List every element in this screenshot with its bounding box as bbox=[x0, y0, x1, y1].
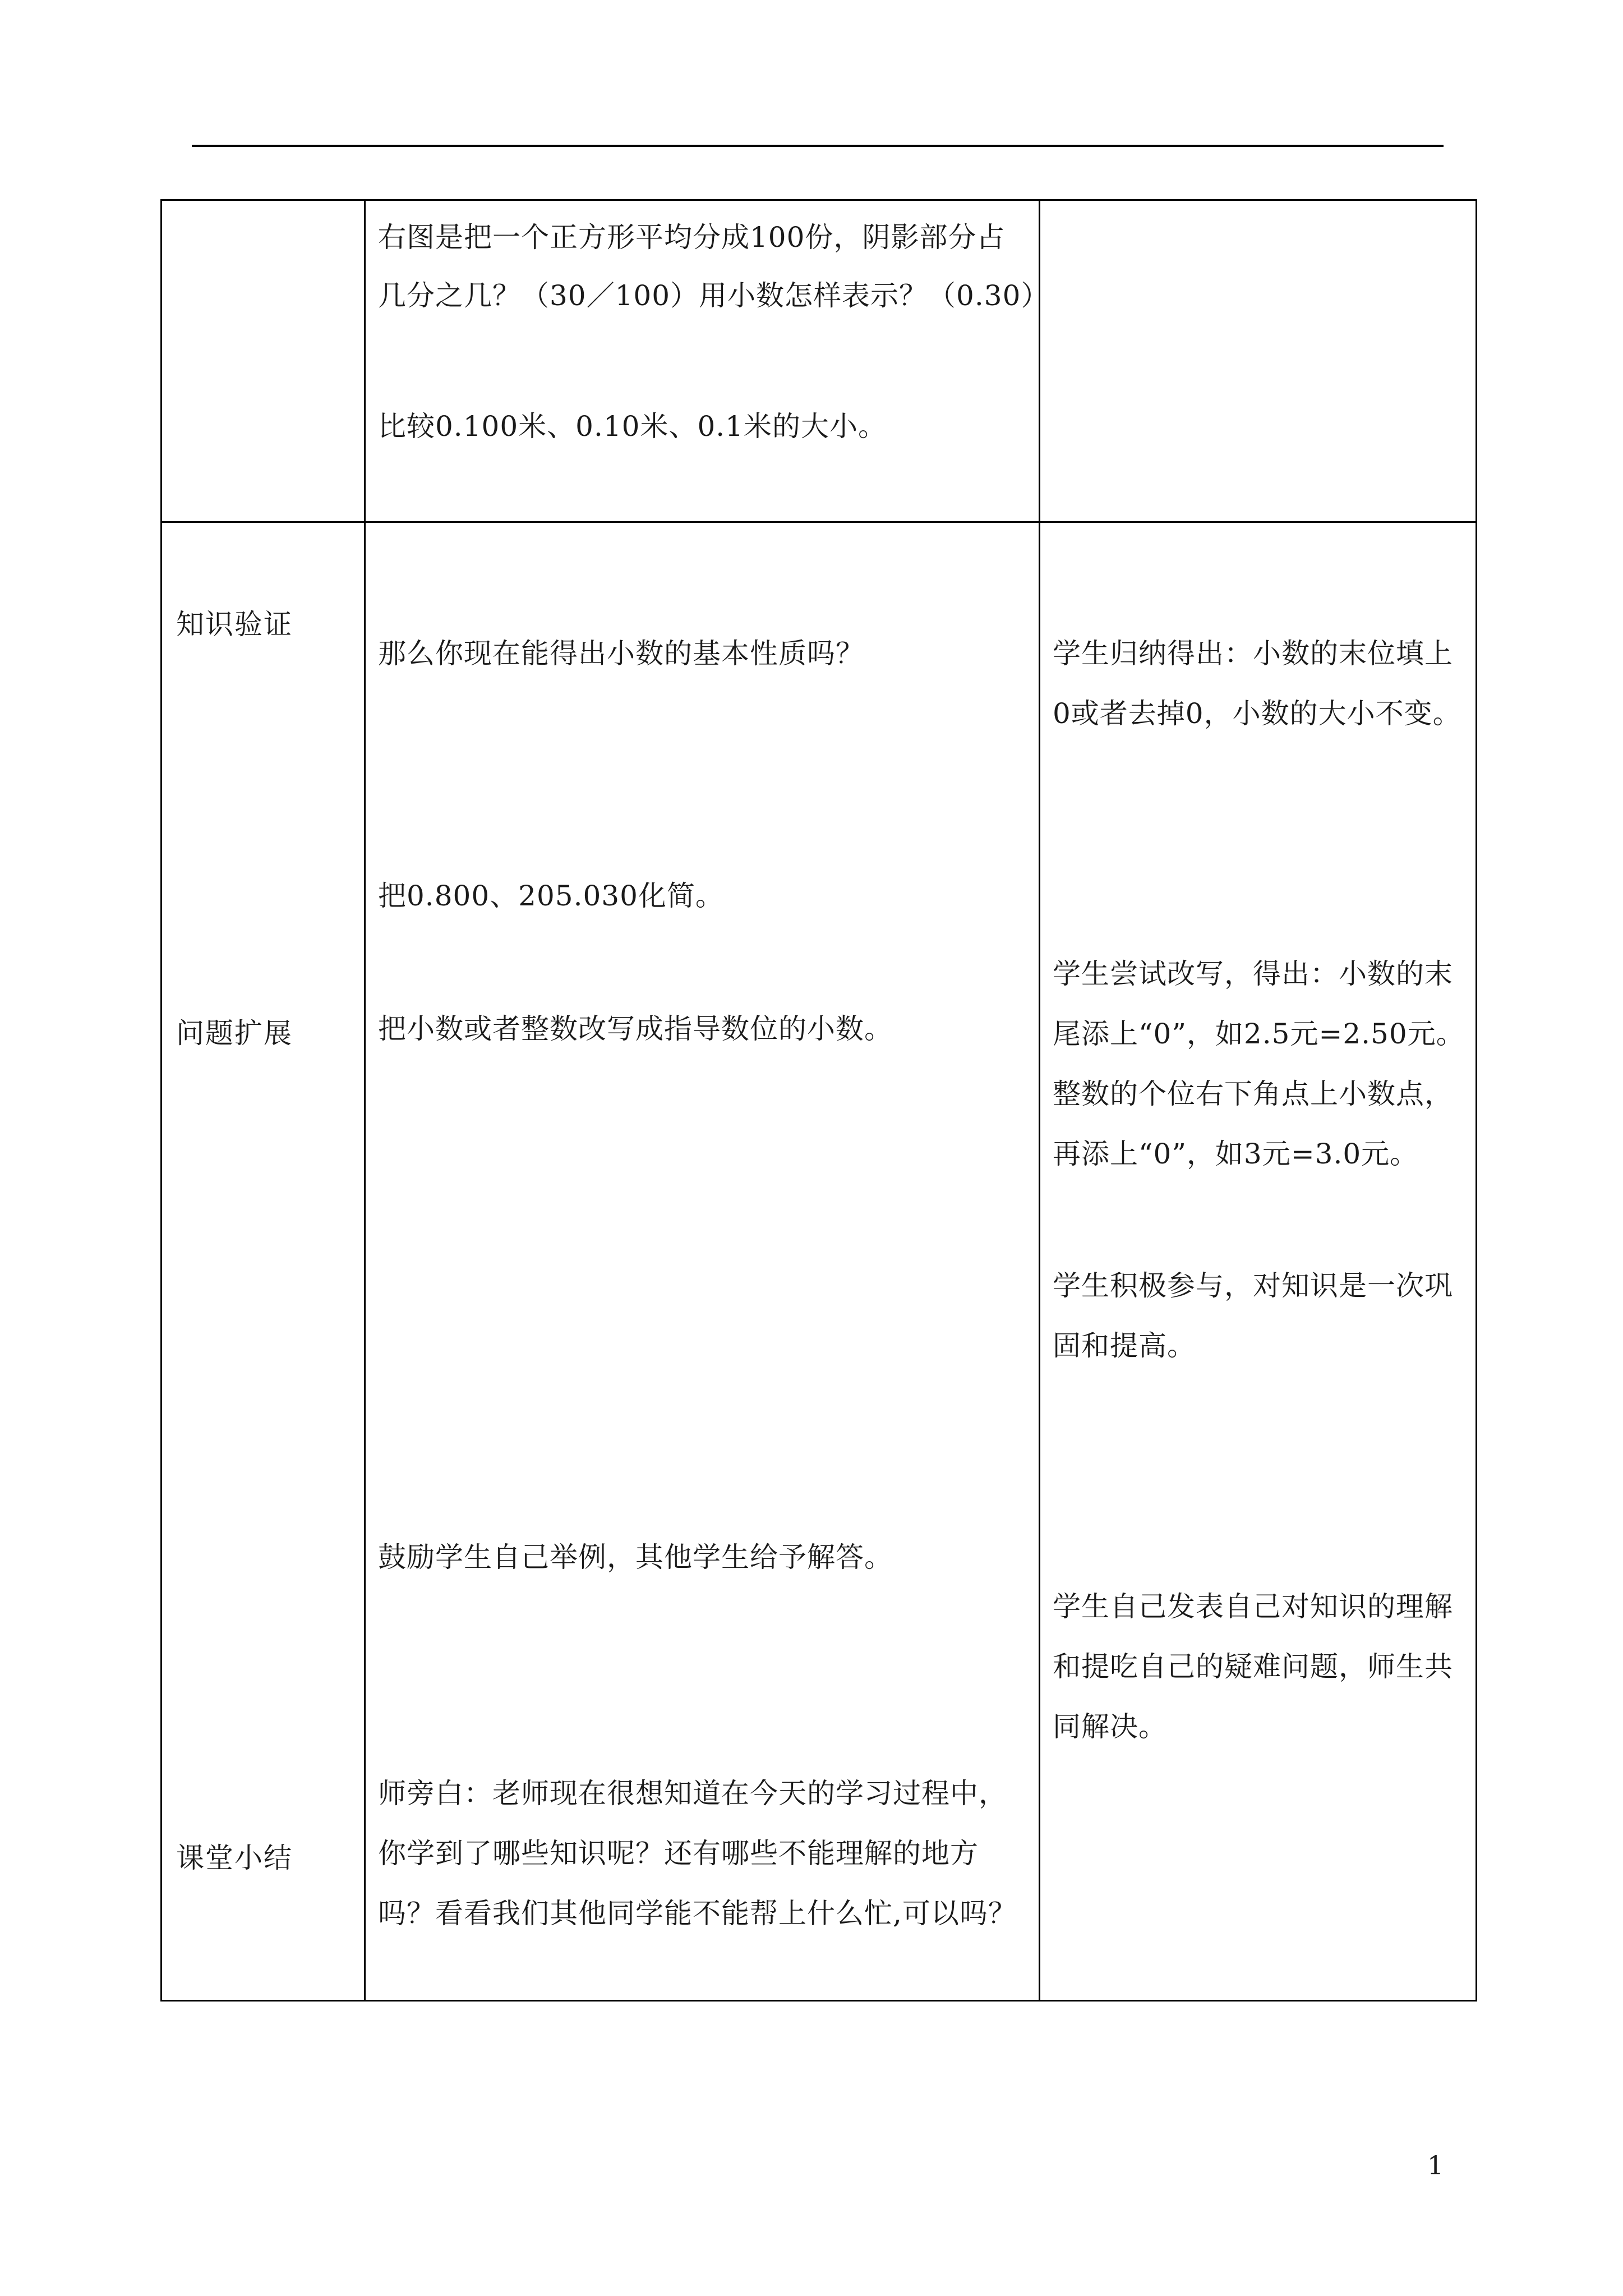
page-number: 1 bbox=[1427, 2150, 1444, 2180]
teacher-text-line: 右图是把一个正方形平均分成100份，阴影部分占 bbox=[378, 221, 1006, 254]
student-response-line: 尾添上“0”，如2.5元=2.50元。 bbox=[1053, 1018, 1465, 1050]
header-rule bbox=[192, 145, 1444, 147]
student-response-line: 固和提高。 bbox=[1053, 1329, 1196, 1362]
teacher-text-line: 几分之几？（30／100）用小数怎样表示？（0.30） bbox=[378, 279, 1050, 312]
student-response-line: 0或者去掉0，小数的大小不变。 bbox=[1053, 697, 1461, 730]
teacher-text-line: 比较0.100米、0.10米、0.1米的大小。 bbox=[378, 410, 887, 443]
teacher-question: 那么你现在能得出小数的基本性质吗？ bbox=[378, 637, 864, 670]
column-divider-1 bbox=[364, 201, 366, 2000]
teacher-aside-line: 师旁白：老师现在很想知道在今天的学习过程中， bbox=[378, 1777, 1007, 1810]
lesson-table bbox=[160, 199, 1477, 2001]
student-response-line: 同解决。 bbox=[1053, 1710, 1167, 1743]
row-label-problem-expand: 问题扩展 bbox=[176, 1017, 293, 1050]
student-response-line: 学生积极参与，对知识是一次巩 bbox=[1053, 1269, 1453, 1302]
row-divider bbox=[162, 521, 1476, 523]
teacher-question: 把小数或者整数改写成指导数位的小数。 bbox=[378, 1013, 893, 1045]
student-response-line: 学生尝试改写，得出：小数的末 bbox=[1053, 958, 1453, 990]
student-response-line: 学生归纳得出：小数的末位填上 bbox=[1053, 637, 1453, 670]
row-label-knowledge-verify: 知识验证 bbox=[176, 608, 293, 641]
column-divider-2 bbox=[1039, 201, 1040, 2000]
student-response-line: 整数的个位右下角点上小数点， bbox=[1053, 1078, 1453, 1110]
teacher-question: 鼓励学生自己举例，其他学生给予解答。 bbox=[378, 1541, 893, 1573]
teacher-aside-line: 吗？看看我们其他同学能不能帮上什么忙,可以吗？ bbox=[378, 1897, 1017, 1930]
row-label-class-summary: 课堂小结 bbox=[176, 1842, 293, 1874]
student-response-line: 学生自己发表自己对知识的理解 bbox=[1053, 1590, 1453, 1623]
teacher-aside-line: 你学到了哪些知识呢？还有哪些不能理解的地方 bbox=[378, 1837, 979, 1870]
teacher-question: 把0.800、205.030化简。 bbox=[378, 880, 724, 912]
student-response-line: 再添上“0”，如3元=3.0元。 bbox=[1053, 1138, 1419, 1170]
student-response-line: 和提吃自己的疑难问题，师生共 bbox=[1053, 1650, 1453, 1683]
